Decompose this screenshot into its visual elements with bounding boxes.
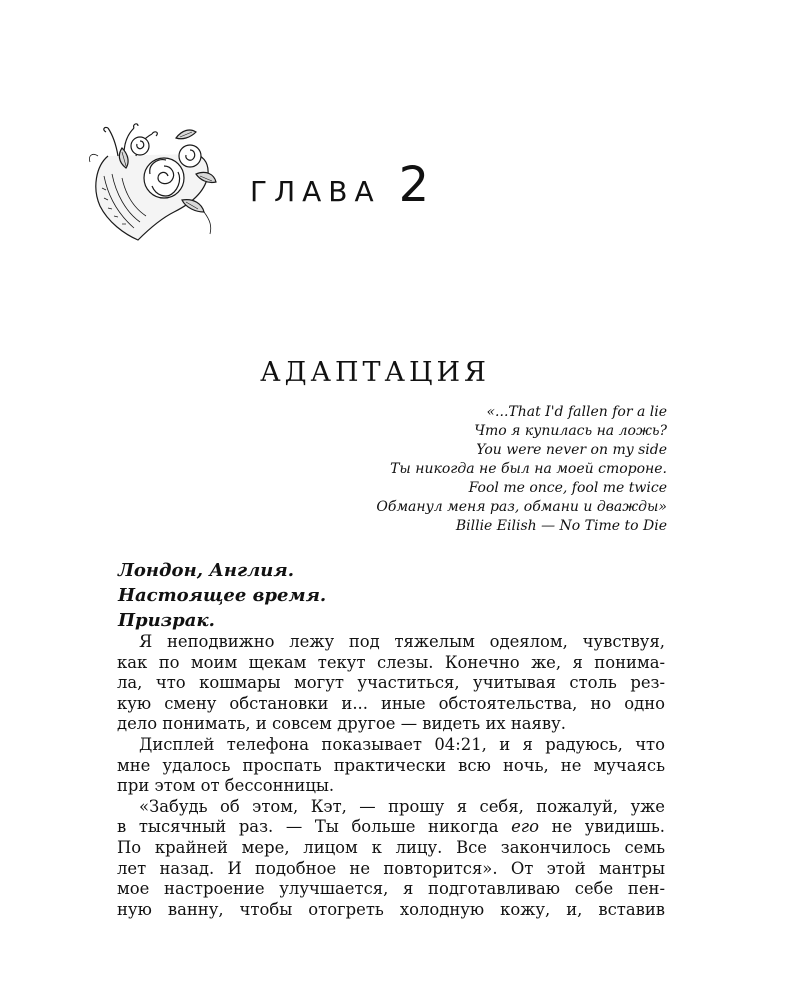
text-line: лет назад. И подобное не повторится». От этой мантры: [117, 858, 665, 878]
scene-location: Лондон, Англия.: [118, 560, 294, 581]
chapter-heading: [250, 150, 434, 223]
epigraph-line: Fool me once, fool me twice: [468, 480, 667, 496]
epigraph-line: «...That I'd fallen for a lie: [486, 404, 667, 420]
text-line: Я неподвижно лежу под тяжелым одеялом, чувствуя,: [139, 632, 665, 651]
text-line: как по моим щекам текут слезы. Конечно же, я понима-: [117, 652, 665, 672]
chapter-number: 2: [398, 157, 435, 213]
epigraph-line: Ты никогда не был на моей стороне.: [390, 461, 667, 477]
epigraph-line: Что я купилась на ложь?: [474, 423, 667, 439]
epigraph-line: Обманул меня раз, обмани и дважды»: [376, 499, 667, 515]
text-line: мне удалось проспать практически всю ночь, не мучаясь: [117, 755, 665, 775]
epigraph-attribution: Billie Eilish — No Time to Die: [455, 518, 667, 534]
text-line: при этом от бессонницы.: [117, 776, 335, 796]
text-segment: не увидишь.: [538, 817, 665, 837]
heart-roses-illustration: [78, 116, 218, 246]
epigraph: [376, 403, 667, 536]
epigraph-line: You were never on my side: [476, 442, 667, 458]
scene-time: Настоящее время.: [118, 585, 327, 606]
section-title: адаптация: [260, 346, 490, 390]
text-line: дело понимать, и совсем другое — видеть их наяву.: [117, 714, 566, 734]
text-line: мое настроение улучшается, я подготавливаю себе пен-: [117, 879, 665, 899]
scene-narrator: Призрак.: [118, 610, 215, 631]
text-segment: в тысячный раз. — Ты больше никогда: [117, 817, 512, 837]
chapter-word: глава: [250, 165, 381, 211]
text-line: По крайней мере, лицом к лицу. Все закончилось семь: [117, 837, 665, 857]
scene-header: [118, 558, 326, 633]
text-line: ную ванну, чтобы отогреть холодную кожу, и, вставив: [117, 899, 665, 919]
text-line: Дисплей телефона показывает 04:21, и я радуюсь, что: [139, 734, 665, 754]
text-line: кую смену обстановки и... иные обстоятельства, но одно: [117, 693, 665, 713]
emphasis-word: его: [511, 817, 539, 837]
text-line: «Забудь об этом, Кэт, — прошу я себя, пожалуй, уже: [139, 796, 665, 816]
body-text: [117, 632, 665, 920]
text-line: [117, 817, 665, 838]
text-line: ла, что кошмары могут участиться, учитывая столь рез-: [117, 673, 665, 693]
